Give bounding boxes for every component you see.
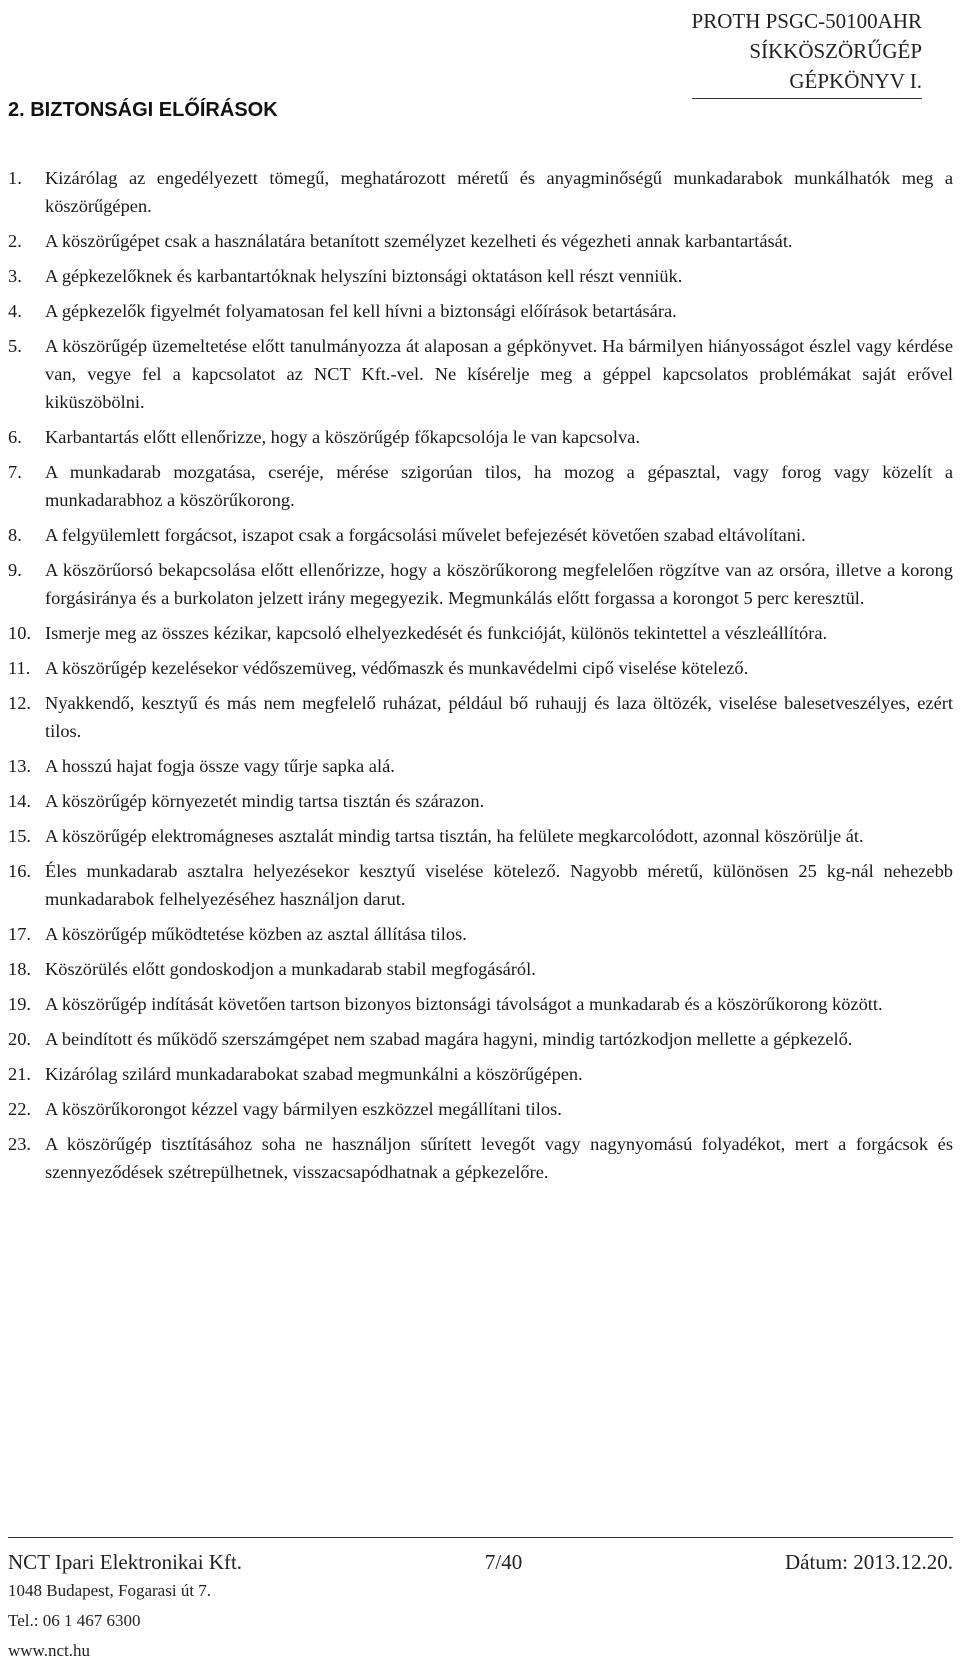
page-footer — [8, 1537, 953, 1666]
list-item-number: 5. — [8, 336, 22, 356]
list-item-number: 16. — [8, 861, 31, 881]
footer-page-number: 7/40 — [484, 1550, 523, 1574]
list-item-number: 20. — [8, 1029, 31, 1049]
list-item-number: 12. — [8, 693, 31, 713]
list-item-text: Kizárólag az engedélyezett tömegű, meghatározott méretű és anyagminőségű munkadarabok munkálhatók meg a köszörűgépen. — [45, 168, 953, 216]
footer-address: 1048 Budapest, Fogarasi út 7. — [8, 1581, 212, 1600]
list-item — [8, 787, 953, 815]
list-item-number: 21. — [8, 1064, 31, 1084]
header-model: PROTH PSGC-50100AHR — [691, 9, 922, 33]
list-item-text: A köszörűgépet csak a használatára betanított személyzet kezelheti és végezheti annak karbantartását. — [45, 231, 793, 251]
list-item-text: A köszörűgép indítását követően tartson bizonyos biztonsági távolságot a munkadarab és a köszörűkorong között. — [45, 994, 883, 1014]
list-item — [8, 164, 953, 220]
list-item — [8, 332, 953, 416]
list-item-number: 17. — [8, 924, 31, 944]
list-item — [8, 752, 953, 780]
list-item — [8, 1060, 953, 1088]
list-item — [8, 689, 953, 745]
list-item-text: Ismerje meg az összes kézikar, kapcsoló elhelyezkedését és funkcióját, különös tekintettel a vészleállítóra. — [45, 623, 828, 643]
list-item-number: 18. — [8, 959, 31, 979]
list-item — [8, 920, 953, 948]
list-item-text: A köszörűgép tisztításához soha ne használjon sűrített levegőt vagy nagynyomású folyadékot, mert a forgácsok és szennyeződések szétrepülhetnek, visszacsapódhatnak a gépkezelőre. — [45, 1134, 953, 1182]
list-item-text: A beindított és működő szerszámgépet nem szabad magára hagyni, mindig tartózkodjon mellette a gépkezelő. — [45, 1029, 853, 1049]
list-item — [8, 857, 953, 913]
list-item — [8, 297, 953, 325]
list-item-text: Éles munkadarab asztalra helyezésekor kesztyű viselése kötelező. Nagyobb méretű, különösen 25 kg-nál nehezebb munkadarabok felhelyezéséhez használjon darut. — [45, 861, 953, 909]
list-item-number: 15. — [8, 826, 31, 846]
list-item — [8, 619, 953, 647]
footer-phone: Tel.: 06 1 467 6300 — [8, 1611, 141, 1630]
list-item — [8, 1130, 953, 1186]
list-item — [8, 822, 953, 850]
list-item — [8, 458, 953, 514]
list-item-text: A gépkezelőknek és karbantartóknak helyszíni biztonsági oktatáson kell részt venniük. — [45, 266, 683, 286]
list-item-number: 11. — [8, 658, 31, 678]
list-item-text: A köszörűkorongot kézzel vagy bármilyen eszközzel megállítani tilos. — [45, 1099, 562, 1119]
list-item — [8, 262, 953, 290]
list-item-text: Nyakkendő, kesztyű és más nem megfelelő ruházat, például bő ruhaujj és laza öltözék, viselése balesetveszélyes, ezért tilos. — [45, 693, 953, 741]
list-item-text: A köszörűgép környezetét mindig tartsa tisztán és szárazon. — [45, 791, 485, 811]
list-item — [8, 556, 953, 612]
list-item — [8, 521, 953, 549]
document-header — [692, 6, 922, 99]
list-item-text: Karbantartás előtt ellenőrizze, hogy a köszörűgép főkapcsolója le van kapcsolva. — [45, 427, 640, 447]
footer-website: www.nct.hu — [8, 1641, 90, 1660]
list-item-text: Köszörülés előtt gondoskodjon a munkadarab stabil megfogásáról. — [45, 959, 536, 979]
list-item-number: 9. — [8, 560, 22, 580]
safety-rules-list — [8, 164, 953, 1193]
footer-date: Dátum: 2013.12.20. — [785, 1550, 953, 1574]
list-item-number: 1. — [8, 168, 22, 188]
list-item-number: 19. — [8, 994, 31, 1014]
list-item-text: A köszörűgép működtetése közben az asztal állítása tilos. — [45, 924, 467, 944]
list-item-number: 23. — [8, 1134, 31, 1154]
list-item-number: 4. — [8, 301, 22, 321]
list-item-number: 13. — [8, 756, 31, 776]
list-item-number: 8. — [8, 525, 22, 545]
list-item — [8, 227, 953, 255]
list-item-number: 14. — [8, 791, 31, 811]
list-item-number: 6. — [8, 427, 22, 447]
list-item-number: 2. — [8, 231, 22, 251]
list-item — [8, 654, 953, 682]
footer-company: NCT Ipari Elektronikai Kft. — [8, 1550, 243, 1574]
list-item-number: 10. — [8, 623, 31, 643]
list-item-text: A hosszú hajat fogja össze vagy tűrje sapka alá. — [45, 756, 395, 776]
list-item — [8, 1095, 953, 1123]
list-item-text: A köszörűgép üzemeltetése előtt tanulmányozza át alaposan a gépkönyvet. Ha bármilyen hiányosságot észlel vagy kérdése van, vegye fel a kapcsolatot az NCT Kft.-vel. Ne kísérelje meg a géppel kapcsolatos problémákat saját erővel kiküszöbölni. — [45, 336, 953, 412]
list-item-text: A köszörűgép elektromágneses asztalát mindig tartsa tisztán, ha felülete megkarcolódott, azonnal köszörülje át. — [45, 826, 864, 846]
list-item-text: Kizárólag szilárd munkadarabokat szabad megmunkálni a köszörűgépen. — [45, 1064, 583, 1084]
list-item-text: A köszörűorsó bekapcsolása előtt ellenőrizze, hogy a köszörűkorong megfelelően rögzítve van az orsóra, illetve a korong forgásiránya és a burkolaton jelzett irány megegyezik. Megmunkálás előtt forgassa a korongot 5 perc keresztül. — [45, 560, 953, 608]
list-item — [8, 1025, 953, 1053]
list-item — [8, 990, 953, 1018]
list-item-text: A felgyülemlett forgácsot, iszapot csak a forgácsolási művelet befejezését követően szabad eltávolítani. — [45, 525, 806, 545]
list-item-text: A gépkezelők figyelmét folyamatosan fel kell hívni a biztonsági előírások betartására. — [45, 301, 677, 321]
list-item — [8, 423, 953, 451]
list-item-text: A munkadarab mozgatása, cseréje, mérése szigorúan tilos, ha mozog a gépasztal, vagy forog vagy közelít a munkadarabhoz a köszörűkorong. — [45, 462, 953, 510]
list-item — [8, 955, 953, 983]
section-title: 2. BIZTONSÁGI ELŐÍRÁSOK — [8, 99, 278, 121]
list-item-text: A köszörűgép kezelésekor védőszemüveg, védőmaszk és munkavédelmi cipő viselése kötelező. — [45, 658, 749, 678]
list-item-number: 7. — [8, 462, 22, 482]
header-manual-title: GÉPKÖNYV I. — [692, 66, 922, 99]
list-item-number: 3. — [8, 266, 22, 286]
header-machine-type: SÍKKÖSZÖRŰGÉP — [749, 39, 922, 63]
list-item-number: 22. — [8, 1099, 31, 1119]
